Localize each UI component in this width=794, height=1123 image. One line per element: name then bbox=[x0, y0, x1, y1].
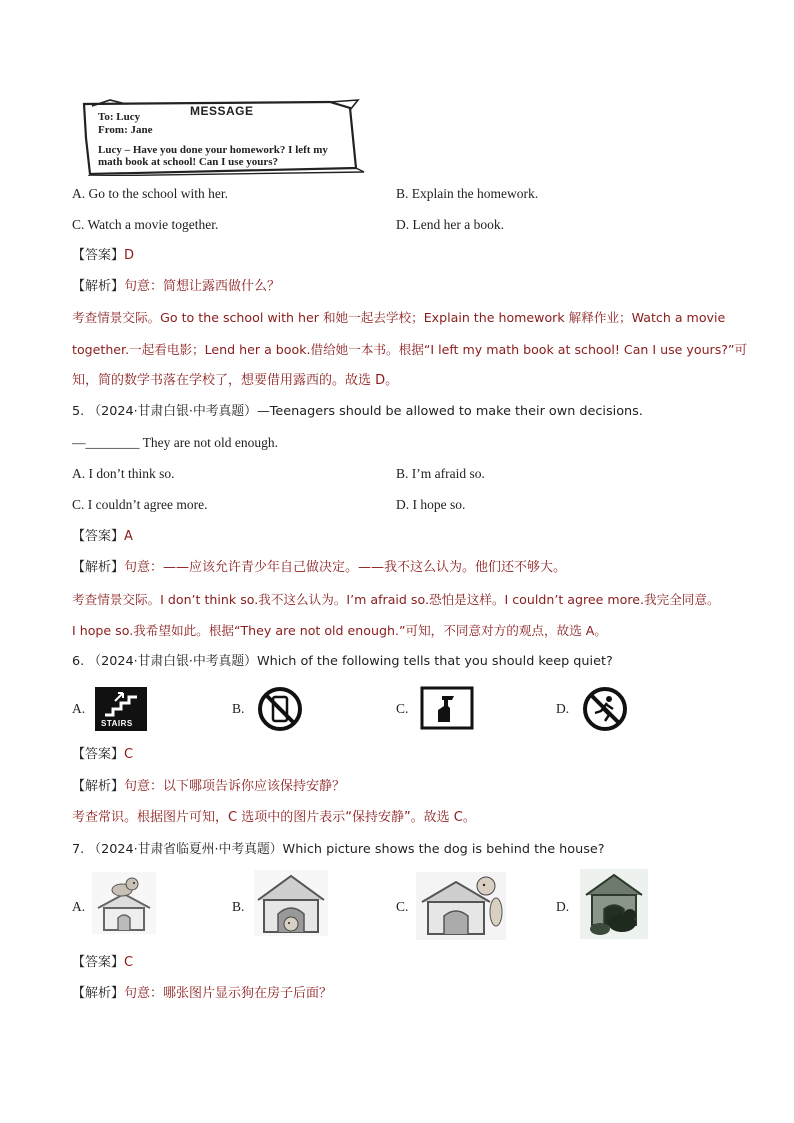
q4-option-d: D. Lend her a book. bbox=[396, 217, 504, 232]
stairs-sign-text: STAIRS bbox=[101, 719, 133, 728]
q7-analysis: 【解析】句意：哪张图片显示狗在房子后面？ bbox=[72, 986, 333, 1001]
q4-answer: 【答案】D bbox=[72, 248, 135, 263]
no-running-sign-icon bbox=[581, 685, 629, 738]
q5-analysis-line2: 考查情景交际。I don’t think so.我不这么认为。I’m afraid so.恐怕是这样。I couldn’t agree more.我完全同意。 bbox=[72, 592, 720, 607]
q7-label-d: D. bbox=[556, 899, 570, 914]
q5-stem-line2: —________ They are not old enough. bbox=[72, 435, 278, 450]
message-from: From: Jane bbox=[98, 124, 153, 136]
q7-stem: 7. （2024·甘肃省临夏州·中考真题）Which picture shows the dog is behind the house? bbox=[72, 842, 605, 857]
dog-behind-house-image bbox=[416, 872, 506, 945]
q6-analysis: 【解析】句意：以下哪项告诉你应该保持安静？ bbox=[72, 779, 346, 794]
q4-option-a: A. Go to the school with her. bbox=[72, 186, 228, 201]
dog-on-house-image bbox=[92, 872, 156, 939]
q6-label-b: B. bbox=[232, 701, 245, 716]
message-to: To: Lucy bbox=[98, 111, 141, 123]
q5-answer: 【答案】A bbox=[72, 529, 133, 544]
q7-label-b: B. bbox=[232, 899, 245, 914]
q5-option-c: C. I couldn’t agree more. bbox=[72, 497, 208, 512]
no-phone-sign-icon bbox=[256, 685, 304, 738]
q5-option-a: A. I don’t think so. bbox=[72, 466, 175, 481]
q5-analysis-line3: I hope so.我希望如此。根据“They are not old enough.”可知，不同意对方的观点，故选 A。 bbox=[72, 623, 607, 638]
q6-stem: 6. （2024·甘肃白银·中考真题）Which of the following tells that you should keep quiet? bbox=[72, 654, 613, 669]
q5-option-d: D. I hope so. bbox=[396, 497, 466, 512]
q4-analysis: 【解析】句意：简想让露西做什么？ bbox=[72, 279, 281, 294]
q7-label-c: C. bbox=[396, 899, 409, 914]
q4-analysis-line2: 考查情景交际。Go to the school with her 和她一起去学校；Explain the homework 解释作业；Watch a movie bbox=[72, 310, 726, 325]
message-note-image bbox=[80, 98, 362, 172]
dog-beside-house-image bbox=[580, 869, 648, 944]
q5-analysis: 【解析】句意：——应该允许青少年自己做决定。——我不这么认为。他们还不够大。 bbox=[72, 560, 567, 575]
q7-label-a: A. bbox=[72, 899, 86, 914]
q6-label-d: D. bbox=[556, 701, 570, 716]
q6-label-a: A. bbox=[72, 701, 86, 716]
q7-answer: 【答案】C bbox=[72, 955, 134, 970]
stairs-sign-icon bbox=[95, 687, 147, 731]
q4-option-b: B. Explain the homework. bbox=[396, 186, 539, 201]
message-body-line1: Lucy – Have you done your homework? I left my bbox=[98, 144, 328, 156]
q6-label-c: C. bbox=[396, 701, 409, 716]
message-body-line2: math book at school! Can I use yours? bbox=[98, 156, 278, 168]
keep-quiet-sign-icon bbox=[420, 686, 474, 735]
q6-answer: 【答案】C bbox=[72, 747, 134, 762]
q5-stem: 5. （2024·甘肃白银·中考真题）—Teenagers should be allowed to make their own decisions. bbox=[72, 404, 643, 419]
q6-analysis-line2: 考查常识。根据图片可知，C 选项中的图片表示“保持安静”。故选 C。 bbox=[72, 810, 476, 825]
message-header: MESSAGE bbox=[190, 104, 254, 118]
q4-analysis-line3: together.一起看电影；Lend her a book.借给她一本书。根据“I left my math book at school! Can I use yours?”可 bbox=[72, 342, 748, 357]
q4-option-c: C. Watch a movie together. bbox=[72, 217, 219, 232]
dog-in-house-image bbox=[254, 870, 328, 941]
q4-analysis-line4: 知，简的数学书落在学校了，想要借用露西的。故选 D。 bbox=[72, 373, 399, 388]
q5-option-b: B. I’m afraid so. bbox=[396, 466, 485, 481]
